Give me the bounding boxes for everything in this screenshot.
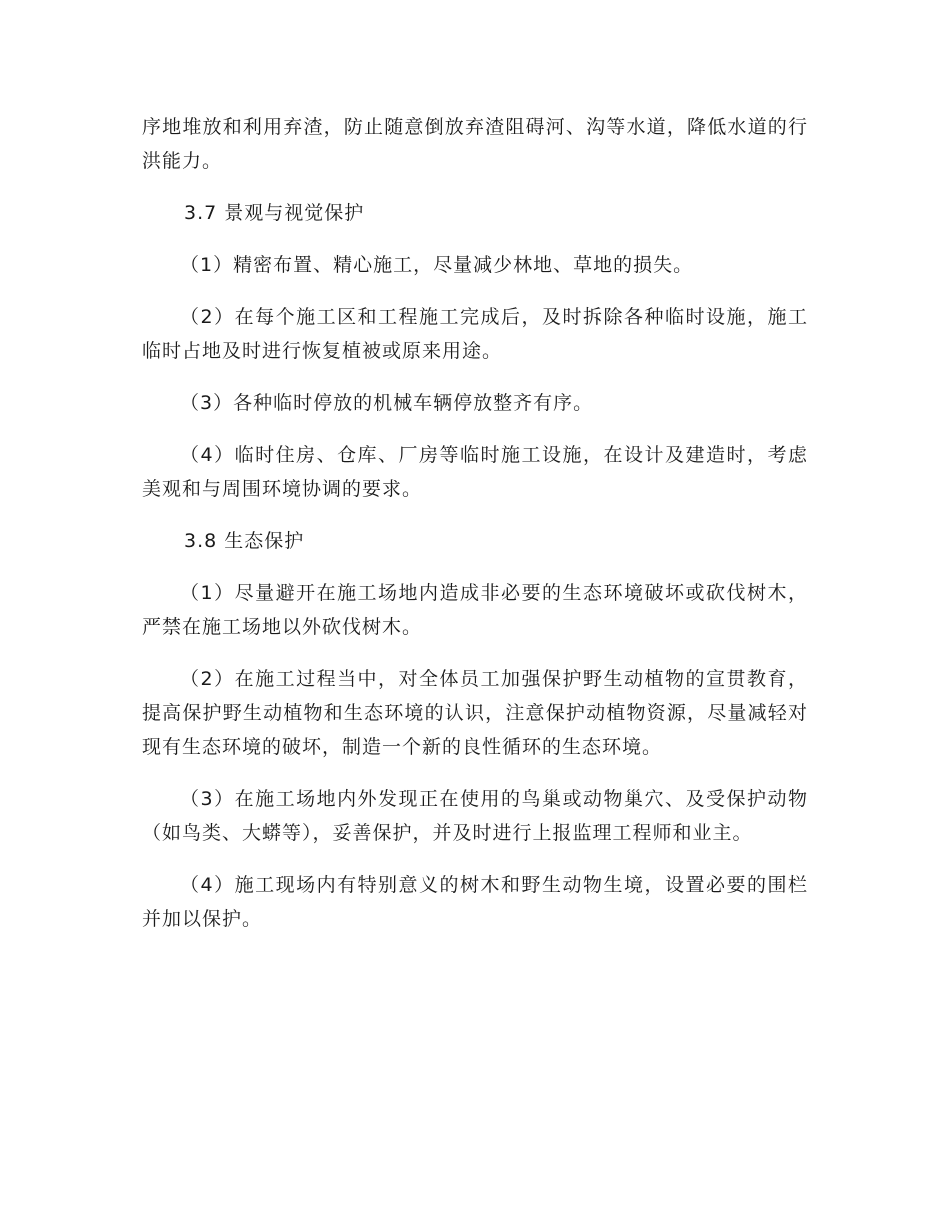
paragraph-3-8-item-1: （1）尽量避开在施工场地内造成非必要的生态环境破坏或砍伐树木，严禁在施工场地以外砍伐树木。: [142, 582, 808, 638]
paragraph-3-7-item-3: （3）各种临时停放的机械车辆停放整齐有序。: [180, 392, 594, 414]
paragraph-3-8-item-3: （3）在施工场地内外发现正在使用的鸟巢或动物巢穴、及受保护动物（如鸟类、大蟒等），妥善保护，并及时进行上报监理工程师和业主。: [142, 788, 808, 844]
section-heading-3-8: 3.8 生态保护: [184, 530, 305, 552]
document-body: [142, 110, 808, 954]
paragraph-3-8-item-4: （4）施工现场内有特别意义的树木和野生动物生境，设置必要的围栏并加以保护。: [142, 874, 808, 930]
paragraph-3-8-item-2: （2）在施工过程当中，对全体员工加强保护野生动植物的宣贯教育，提高保护野生动植物和生态环境的认识，注意保护动植物资源，尽量减轻对现有生态环境的破坏，制造一个新的良性循环的生态环境。: [142, 668, 808, 758]
paragraph-3-7-item-2: （2）在每个施工区和工程施工完成后，及时拆除各种临时设施，施工临时占地及时进行恢复植被或原来用途。: [142, 306, 808, 362]
paragraph-continuation: 序地堆放和利用弃渣，防止随意倒放弃渣阻碍河、沟等水道，降低水道的行洪能力。: [142, 116, 808, 172]
paragraph-3-7-item-4: （4）临时住房、仓库、厂房等临时施工设施，在设计及建造时，考虑美观和与周围环境协调的要求。: [142, 444, 808, 500]
paragraph-3-7-item-1: （1）精密布置、精心施工，尽量减少林地、草地的损失。: [180, 254, 694, 276]
section-heading-3-7: 3.7 景观与视觉保护: [184, 202, 365, 224]
